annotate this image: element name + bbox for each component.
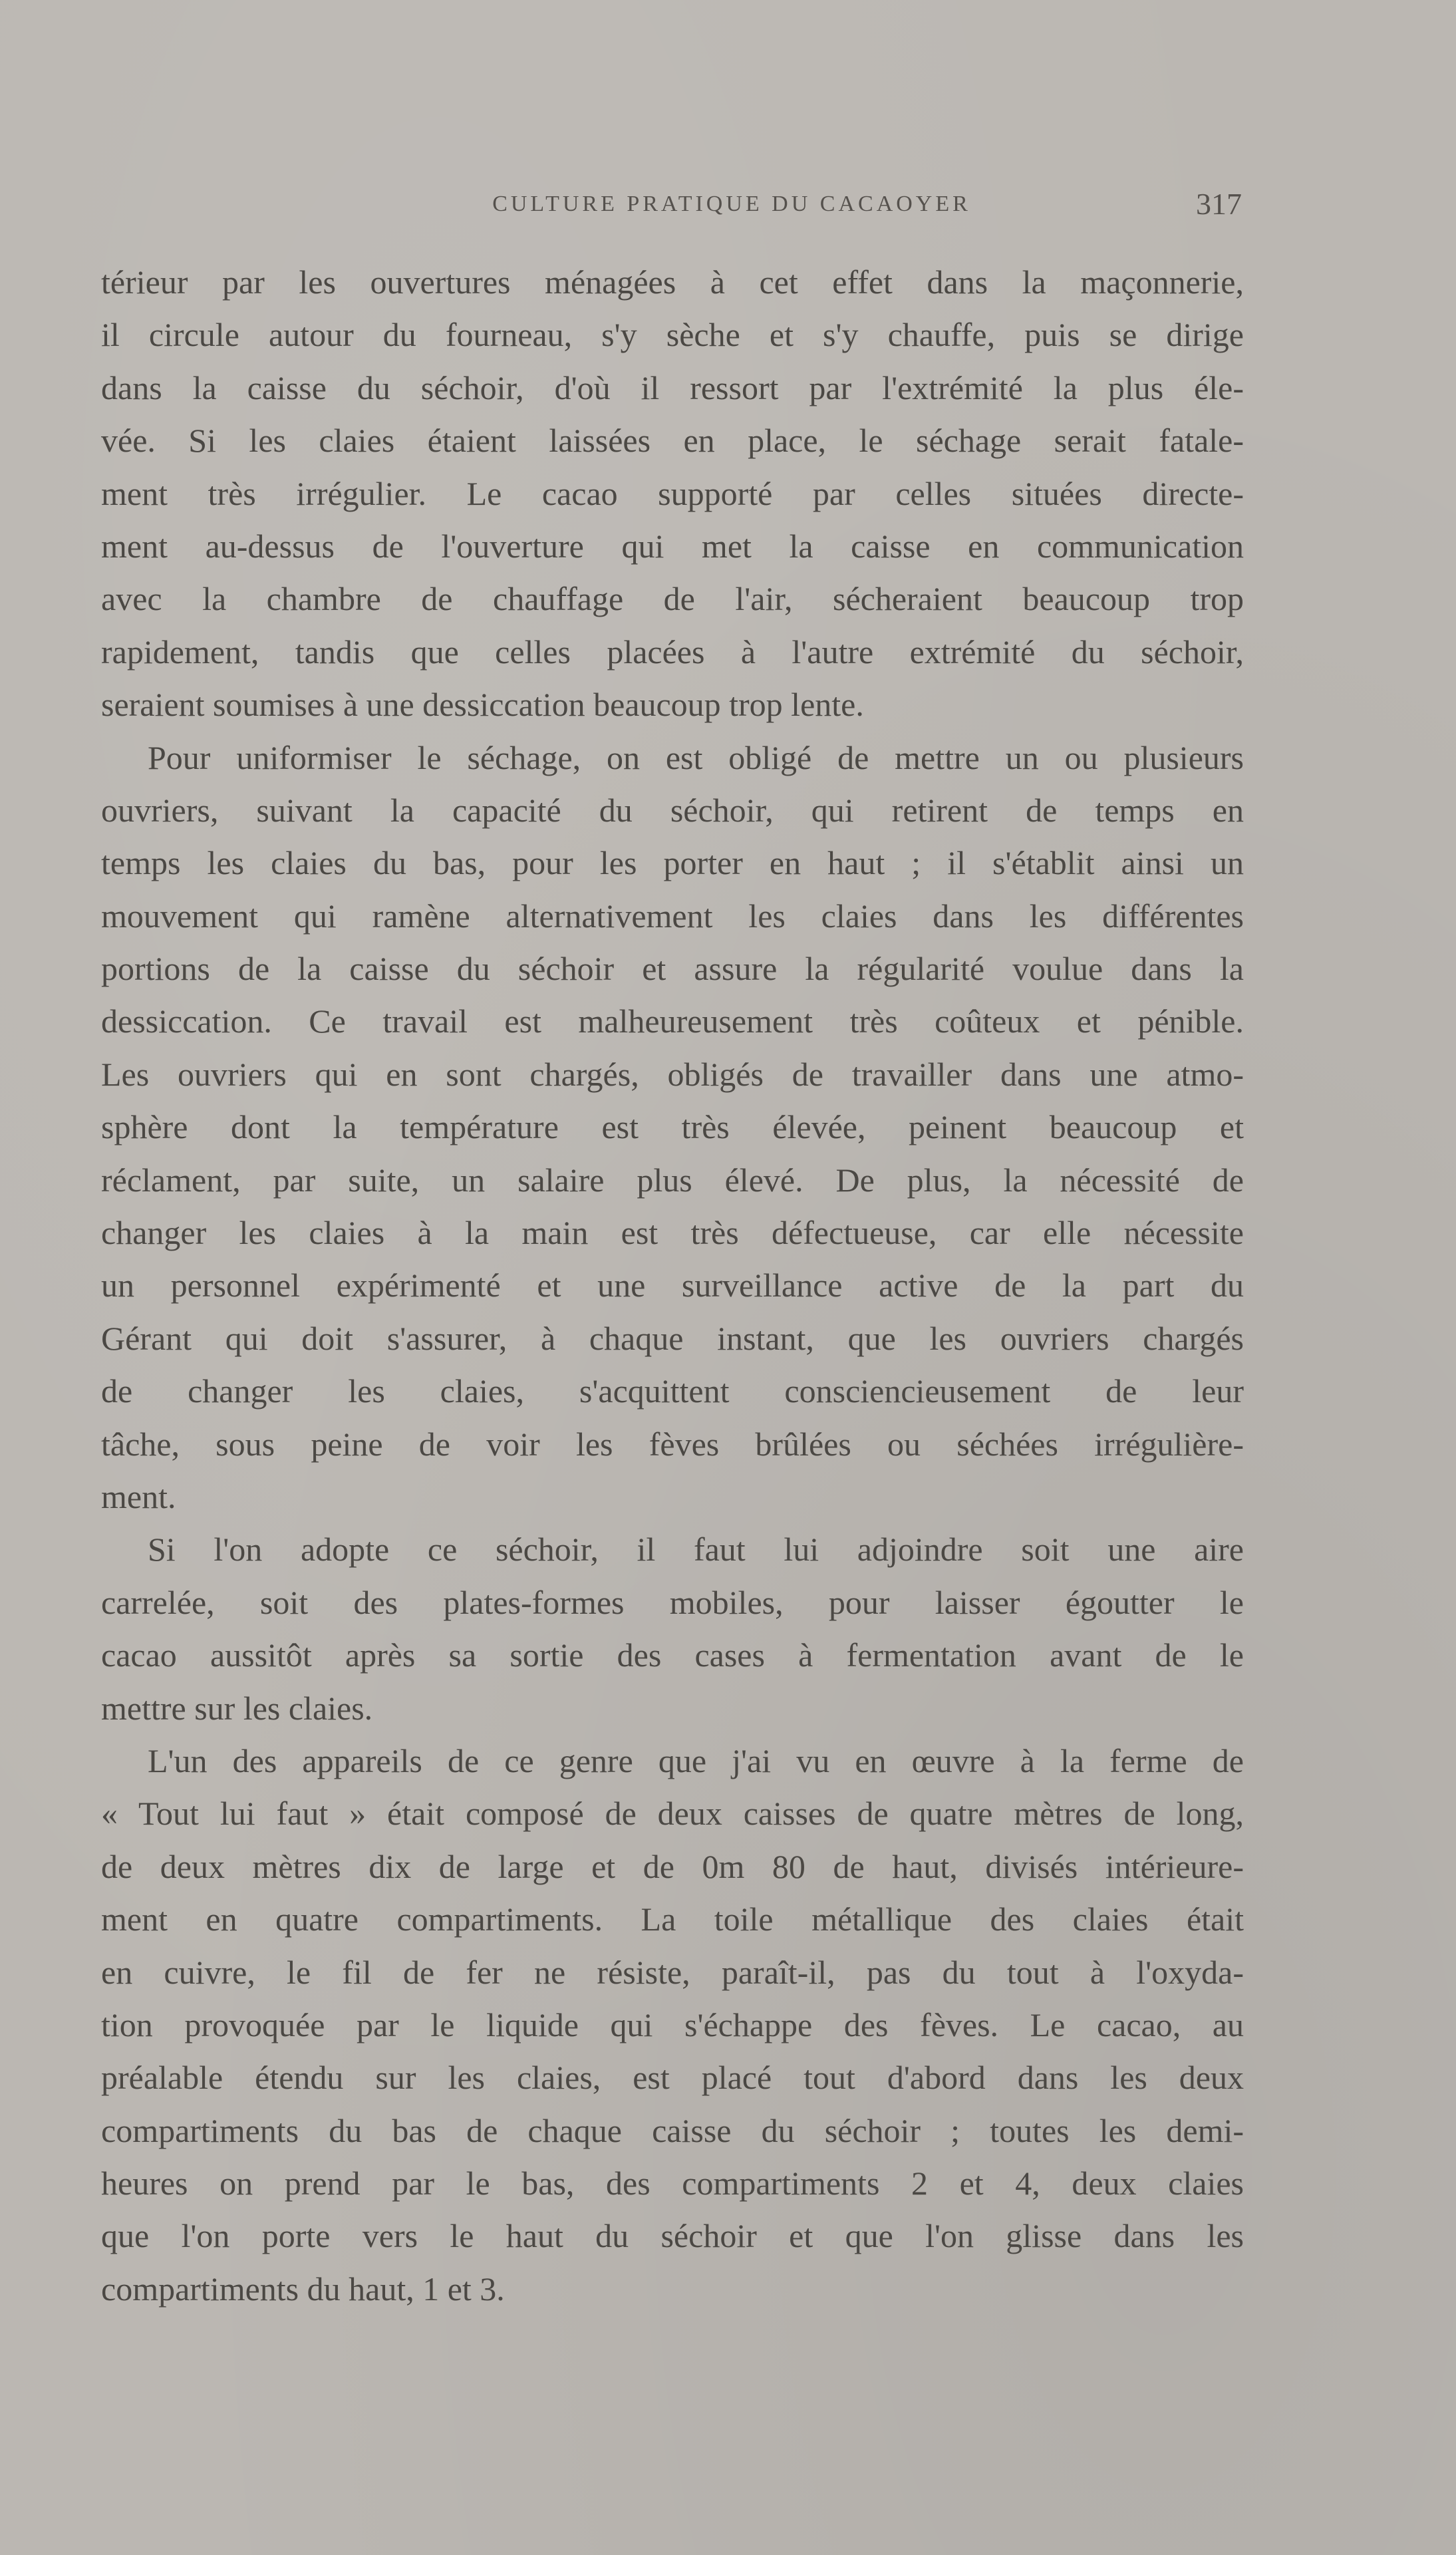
text-line: ment en quatre compartiments. La toile métallique des claies était bbox=[101, 1900, 1244, 1938]
text-line: sphère dont la température est très élevée, peinent beaucoup et bbox=[101, 1108, 1244, 1146]
text-line: tâche, sous peine de voir les fèves brûlées ou séchées irrégulière- bbox=[101, 1425, 1244, 1463]
body-text bbox=[101, 256, 1244, 2316]
text-line: L'un des appareils de ce genre que j'ai vu en œuvre à la ferme de bbox=[148, 1741, 1244, 1779]
text-line: réclament, par suite, un salaire plus élevé. De plus, la nécessité de bbox=[101, 1161, 1244, 1199]
text-line: que l'on porte vers le haut du séchoir et que l'on glisse dans les bbox=[101, 2217, 1244, 2255]
text-line: ment. bbox=[101, 1477, 176, 1515]
text-line: rapidement, tandis que celles placées à l'autre extrémité du séchoir, bbox=[101, 633, 1244, 671]
text-line: ouvriers, suivant la capacité du séchoir, qui retirent de temps en bbox=[101, 791, 1244, 829]
text-line: tion provoquée par le liquide qui s'échappe des fèves. Le cacao, au bbox=[101, 2006, 1244, 2043]
text-line: vée. Si les claies étaient laissées en place, le séchage serait fatale- bbox=[101, 422, 1244, 460]
text-line: il circule autour du fourneau, s'y sèche et s'y chauffe, puis se dirige bbox=[101, 316, 1244, 354]
text-line: de changer les claies, s'acquittent consciencieusement de leur bbox=[101, 1372, 1244, 1410]
text-line: dans la caisse du séchoir, d'où il ressort par l'extrémité la plus éle- bbox=[101, 369, 1244, 406]
text-line: Si l'on adopte ce séchoir, il faut lui adjoindre soit une aire bbox=[148, 1531, 1244, 1569]
text-line: compartiments du haut, 1 et 3. bbox=[101, 2270, 505, 2308]
text-line: mettre sur les claies. bbox=[101, 1689, 373, 1727]
text-line: heures on prend par le bas, des compartiments 2 et 4, deux claies bbox=[101, 2165, 1244, 2202]
text-line: portions de la caisse du séchoir et assure la régularité voulue dans la bbox=[101, 950, 1244, 988]
text-line: Gérant qui doit s'assurer, à chaque instant, que les ouvriers chargés bbox=[101, 1319, 1244, 1357]
text-line: cacao aussitôt après sa sortie des cases à fermentation avant de le bbox=[101, 1636, 1244, 1674]
text-line: de deux mètres dix de large et de 0m 80 de haut, divisés intérieure- bbox=[101, 1847, 1244, 1885]
text-line: térieur par les ouvertures ménagées à cet effet dans la maçonnerie, bbox=[101, 263, 1244, 301]
running-head: CULTURE PRATIQUE DU CACAOYER bbox=[492, 192, 971, 216]
text-line: un personnel expérimenté et une surveillance active de la part du bbox=[101, 1267, 1244, 1304]
text-line: préalable étendu sur les claies, est placé tout d'abord dans les deux bbox=[101, 2059, 1244, 2097]
text-line: Les ouvriers qui en sont chargés, obligés de travailler dans une atmo- bbox=[101, 1055, 1244, 1093]
text-line: Pour uniformiser le séchage, on est obligé de mettre un ou plusieurs bbox=[148, 738, 1244, 776]
text-line: changer les claies à la main est très défectueuse, car elle nécessite bbox=[101, 1214, 1244, 1252]
page-number: 317 bbox=[1196, 187, 1242, 221]
text-line: compartiments du bas de chaque caisse du séchoir ; toutes les demi- bbox=[101, 2111, 1244, 2149]
text-line: en cuivre, le fil de fer ne résiste, paraît-il, pas du tout à l'oxyda- bbox=[101, 1953, 1244, 1991]
text-line: ment au-dessus de l'ouverture qui met la caisse en communication bbox=[101, 527, 1244, 565]
text-line: seraient soumises à une dessiccation beaucoup trop lente. bbox=[101, 686, 864, 724]
text-line: mouvement qui ramène alternativement les claies dans les différentes bbox=[101, 897, 1244, 935]
text-line: dessiccation. Ce travail est malheureusement très coûteux et pénible. bbox=[101, 1002, 1244, 1040]
text-line: « Tout lui faut » était composé de deux caisses de quatre mètres de long, bbox=[101, 1795, 1244, 1833]
text-line: carrelée, soit des plates-formes mobiles, pour laisser égoutter le bbox=[101, 1583, 1244, 1621]
text-line: temps les claies du bas, pour les porter en haut ; il s'établit ainsi un bbox=[101, 844, 1244, 882]
text-line: avec la chambre de chauffage de l'air, sécheraient beaucoup trop bbox=[101, 580, 1244, 618]
text-line: ment très irrégulier. Le cacao supporté par celles situées directe- bbox=[101, 474, 1244, 512]
